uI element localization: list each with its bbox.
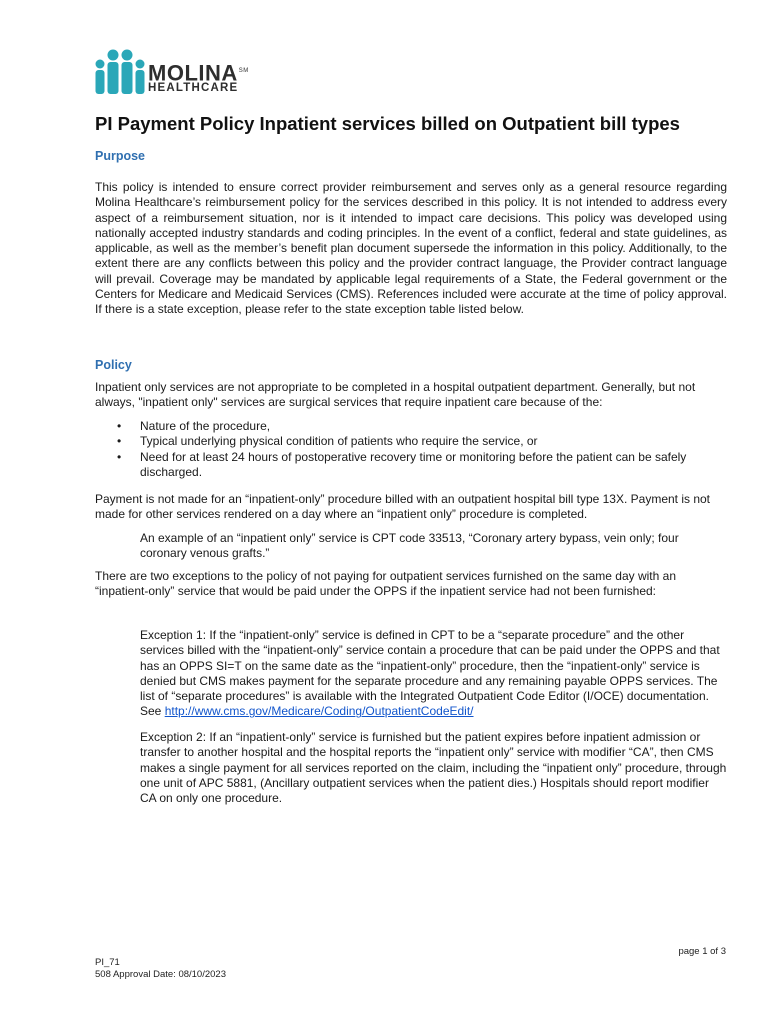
exception-1: Exception 1: If the “inpatient-only” service is defined in CPT to be a “separate procedure” and the other services billed with the “inpatient-only” service contain a procedure that can be paid under the OPPS and that has an OPPS SI=T on the same date as the “inpatient-only” procedure, then the “inpatient-only” service is denied but CMS makes payment for the separate procedure and any remaining payable OPPS services. The list of “separate procedures” is available with the Integrated Outpatient Code Editor (I/OCE) documentation. See http://www.cms.gov/Medicare/Coding/OutpatientCodeEdit/ <box>140 628 720 719</box>
cms-outpatient-code-edit-link[interactable]: http://www.cms.gov/Medicare/Coding/OutpatientCodeEdit/ <box>164 704 474 719</box>
molina-people-icon <box>92 44 148 98</box>
molina-logo <box>92 44 262 98</box>
policy-bullet-list <box>95 419 727 480</box>
page-title: PI Payment Policy Inpatient services billed on Outpatient bill types <box>95 113 680 134</box>
purpose-heading: Purpose <box>95 149 146 163</box>
example-paragraph: An example of an “inpatient only” service is CPT code 33513, “Coronary artery bypass, vein only; four coronary venous grafts.” <box>140 531 679 561</box>
list-item: • Need for at least 24 hours of postoperative recovery time or monitoring before the patient can be safely discharged. <box>117 449 687 479</box>
policy-heading: Policy <box>95 358 132 372</box>
page-number: page 1 of 3 <box>678 946 726 957</box>
logo-wordmark: MOLINA℠ <box>148 60 249 86</box>
policy-intro: Inpatient only services are not appropriate to be completed in a hospital outpatient department. Generally, but not always, "inpatient only" services are surgical services that require inpatient care because of the: <box>95 380 696 410</box>
footer-info <box>95 957 226 981</box>
document-id: PI_71 <box>95 957 120 968</box>
exception-2: Exception 2: If an “inpatient-only” service is furnished but the patient expires before inpatient admission or transfer to another hospital and the hospital reports the “inpatient only” service with modifier “CA”, then CMS makes a single payment for all services reported on the claim, including the “inpatient only” procedure, through one unit of APC 5881, (Ancillary outpatient services when the patient dies.) Hospitals should report modifier CA on only one procedure. <box>140 730 727 806</box>
payment-paragraph: Payment is not made for an “inpatient-only” procedure billed with an outpatient hospital bill type 13X. Payment is not made for other services rendered on a day where an “inpatient only” procedure is completed. <box>95 492 711 522</box>
exceptions-intro: There are two exceptions to the policy of not paying for outpatient services furnished on the same day with an “inpatient-only” service that would be paid under the OPPS if the inpatient service had not been furnished: <box>95 569 676 599</box>
list-item: • Typical underlying physical condition of patients who require the service, or <box>117 434 538 449</box>
logo-subtitle: HEALTHCARE <box>148 82 239 94</box>
approval-date: 508 Approval Date: 08/10/2023 <box>95 969 226 980</box>
list-item: • Nature of the procedure, <box>117 419 271 433</box>
purpose-paragraph: This policy is intended to ensure correct provider reimbursement and serves only as a general resource regarding Molina Healthcare’s reimbursement policy for the services described in this policy. It is not intended to address every aspect of a reimbursement situation, nor is it intended to impact care decisions. This policy was developed using nationally accepted industry standards and coding principles. In the event of a conflict, federal and state guidelines, as applicable, as well as the member’s benefit plan document supersede the information in this policy. Additionally, to the extent there are any conflicts between this policy and the provider contract language, the Provider contract language will prevail. Coverage may be mandated by applicable legal requirements of a State, the Federal government or the Centers for Medicare and Medicaid Services (CMS). References included were accurate at the time of policy approval. If there is a state exception, please refer to the state exception table listed below. <box>95 180 727 317</box>
